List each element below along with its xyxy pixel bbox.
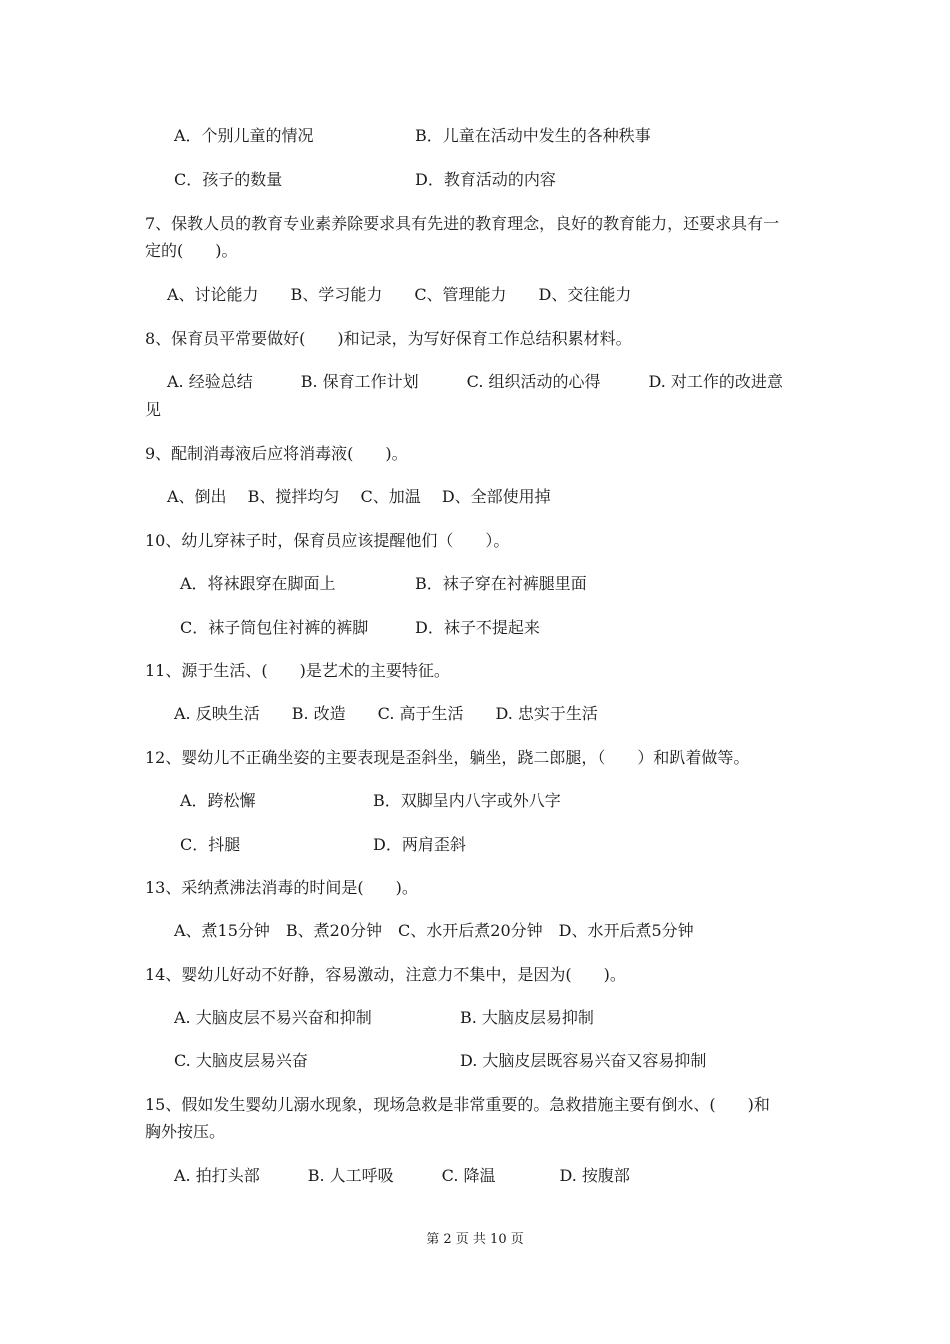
q7-stem-line1: 7、保教人员的教育专业素养除要求具有先进的教育理念，良好的教育能力，还要求具有一: [145, 214, 780, 233]
q14-option-d: D. 大脑皮层既容易兴奋又容易抑制: [460, 1051, 707, 1070]
q9-stem: 9、配制消毒液后应将消毒液( )。: [145, 444, 408, 463]
page-number-footer: 第 2 页 共 10 页: [426, 1232, 524, 1247]
q6-option-d: D．教育活动的内容: [415, 170, 556, 189]
q11-options: A. 反映生活 B. 改造 C. 高于生活 D. 忠实于生活: [174, 704, 598, 723]
q12-stem: 12、婴幼儿不正确坐姿的主要表现是歪斜坐，躺坐，跷二郎腿，（ ）和趴着做等。: [145, 748, 750, 767]
q6-option-a: A．个别儿童的情况: [174, 126, 314, 145]
q12-option-d: D．两肩歪斜: [373, 835, 466, 854]
q10-option-b: B．袜子穿在衬裤腿里面: [415, 574, 587, 593]
q8-stem: 8、保育员平常要做好( )和记录，为写好保育工作总结积累材料。: [145, 329, 632, 348]
q14-stem: 14、婴幼儿好动不好静，容易激动，注意力不集中，是因为( )。: [145, 965, 626, 984]
q6-option-c: C．孩子的数量: [174, 170, 283, 189]
q15-stem-line1: 15、假如发生婴幼儿溺水现象，现场急救是非常重要的。急救措施主要有倒水、( )和: [145, 1095, 770, 1114]
q10-option-c: C．袜子筒包住衬裤的裤脚: [180, 618, 369, 637]
q6-option-b: B．儿童在活动中发生的各种秩事: [415, 126, 651, 145]
q14-option-c: C. 大脑皮层易兴奋: [174, 1051, 308, 1070]
q8-options: A. 经验总结 B. 保育工作计划 C. 组织活动的心得 D. 对工作的改进意: [167, 372, 783, 391]
q9-options: A、倒出 B、搅拌均匀 C、加温 D、全部使用掉: [167, 487, 551, 506]
q12-option-b: B．双脚呈内八字或外八字: [373, 791, 561, 810]
q10-option-d: D．袜子不提起来: [415, 618, 540, 637]
q13-stem: 13、采纳煮沸法消毒的时间是( )。: [145, 878, 418, 897]
q14-option-b: B. 大脑皮层易抑制: [460, 1008, 594, 1027]
q12-option-a: A．跨松懈: [180, 791, 256, 810]
q10-option-a: A．将袜跟穿在脚面上: [180, 574, 336, 593]
q10-stem: 10、幼儿穿袜子时，保育员应该提醒他们（ ）。: [145, 531, 510, 550]
q13-options: A、煮15分钟 B、煮20分钟 C、水开后煮20分钟 D、水开后煮5分钟: [174, 921, 694, 940]
q14-option-a: A. 大脑皮层不易兴奋和抑制: [174, 1008, 372, 1027]
q8-options-wrap: 见: [145, 400, 162, 419]
q15-stem-line2: 胸外按压。: [145, 1122, 226, 1141]
q15-options: A. 拍打头部 B. 人工呼吸 C. 降温 D. 按腹部: [174, 1166, 630, 1185]
q11-stem: 11、源于生活、( )是艺术的主要特征。: [145, 661, 450, 680]
q12-option-c: C．抖腿: [180, 835, 241, 854]
q7-options: A、讨论能力 B、学习能力 C、管理能力 D、交往能力: [167, 285, 632, 304]
q7-stem-line2: 定的( )。: [145, 241, 238, 260]
